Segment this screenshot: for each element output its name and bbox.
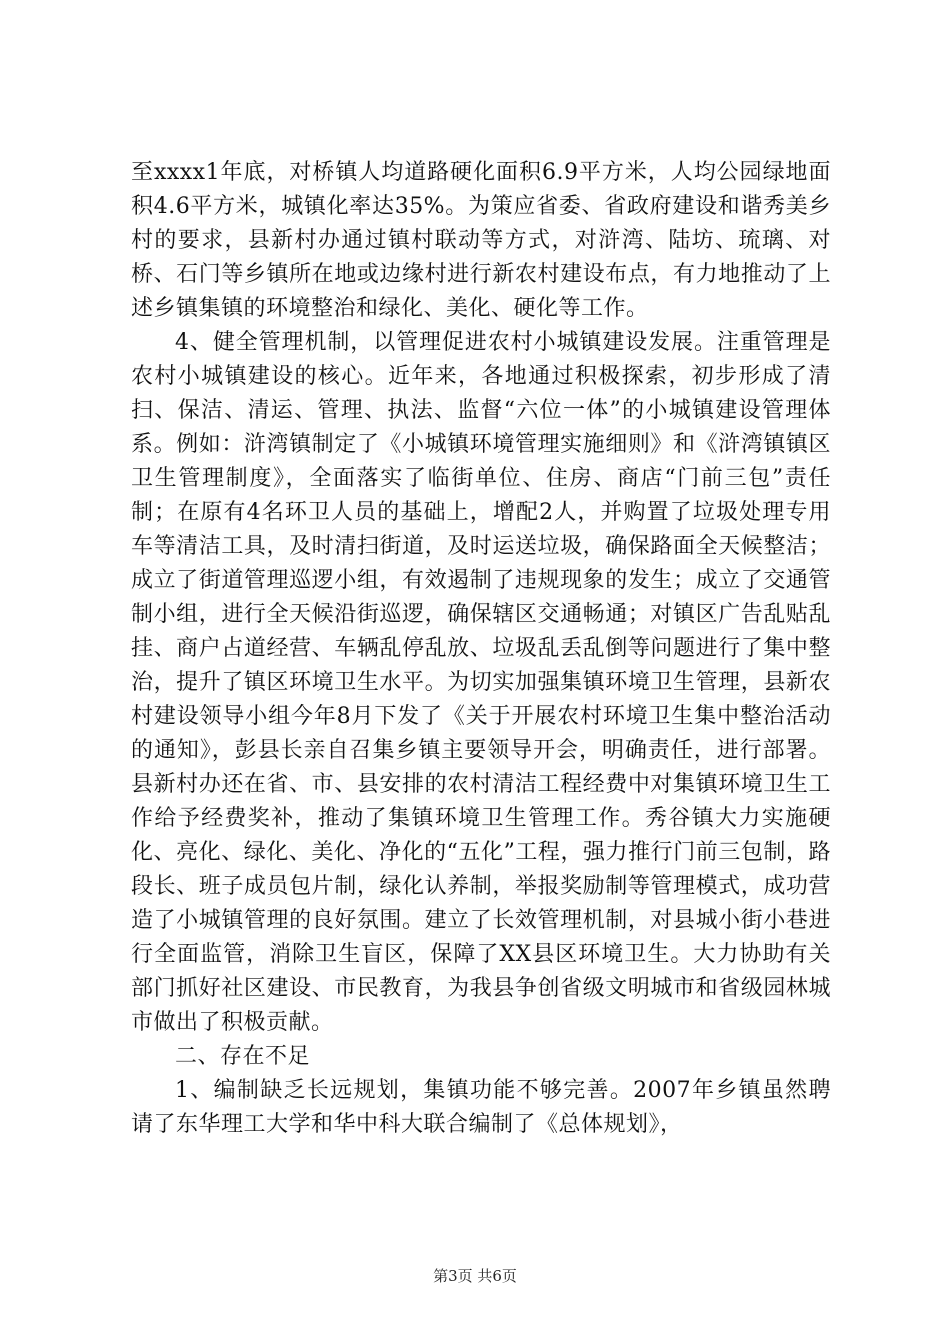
section-heading-shortcomings: 二、存在不足 [175, 1044, 311, 1069]
paragraph-planning-shortcoming: 1、编制缺乏长远规划，集镇功能不够完善。2007年乡镇虽然聘请了东华理工大学和华中科大联合编制了《总体规划》， [131, 1078, 831, 1137]
page-number-footer: 第3页 共6页 [433, 1267, 517, 1285]
document-body [131, 156, 831, 1142]
paragraph-management-mechanism: 4、健全管理机制，以管理促进农村小城镇建设发展。注重管理是农村小城镇建设的核心。近年来，各地通过积极探索，初步形成了清扫、保洁、清运、管理、执法、监督“六位一体”的小城镇建设管理体系。例如：浒湾镇制定了《小城镇环境管理实施细则》和《浒湾镇镇区卫生管理制度》，全面落实了临街单位、住房、商店“门前三包”责任制；在原有4名环卫人员的基础上，增配2人，并购置了垃圾处理专用车等清洁工具，及时清扫街道，及时运送垃圾，确保路面全天候整洁；成立了街道管理巡逻小组，有效遏制了违规现象的发生；成立了交通管制小组，进行全天候沿街巡逻，确保辖区交通畅通；对镇区广告乱贴乱挂、商户占道经营、车辆乱停乱放、垃圾乱丢乱倒等问题进行了集中整治，提升了镇区环境卫生水平。为切实加强集镇环境卫生管理，县新农村建设领导小组今年8月下发了《关于开展农村环境卫生集中整治活动的通知》，彭县长亲自召集乡镇主要领导开会，明确责任，进行部署。县新村办还在省、市、县安排的农村清洁工程经费中对集镇环境卫生工作给予经费奖补，推动了集镇环境卫生管理工作。秀谷镇大力实施硬化、亮化、绿化、美化、净化的“五化”工程，强力推行门前三包制，路段长、班子成员包片制，绿化认养制，举报奖励制等管理模式，成功营造了小城镇管理的良好氛围。建立了长效管理机制，对县城小街小巷进行全面监管，消除卫生盲区，保障了XX县区环境卫生。大力协助有关部门抓好社区建设、市民教育，为我县争创省级文明城市和省级园林城市做出了积极贡献。 [131, 330, 831, 1035]
paragraph-urbanization-stats: 至xxxx1年底，对桥镇人均道路硬化面积6.9平方米，人均公园绿地面积4.6平方米，城镇化率达35%。为策应省委、省政府建设和谐秀美乡村的要求，县新村办通过镇村联动等方式，对浒湾、陆坊、琉璃、对桥、石门等乡镇所在地或边缘村进行新农村建设布点，有力地推动了上述乡镇集镇的环境整治和绿化、美化、硬化等工作。 [131, 160, 831, 321]
